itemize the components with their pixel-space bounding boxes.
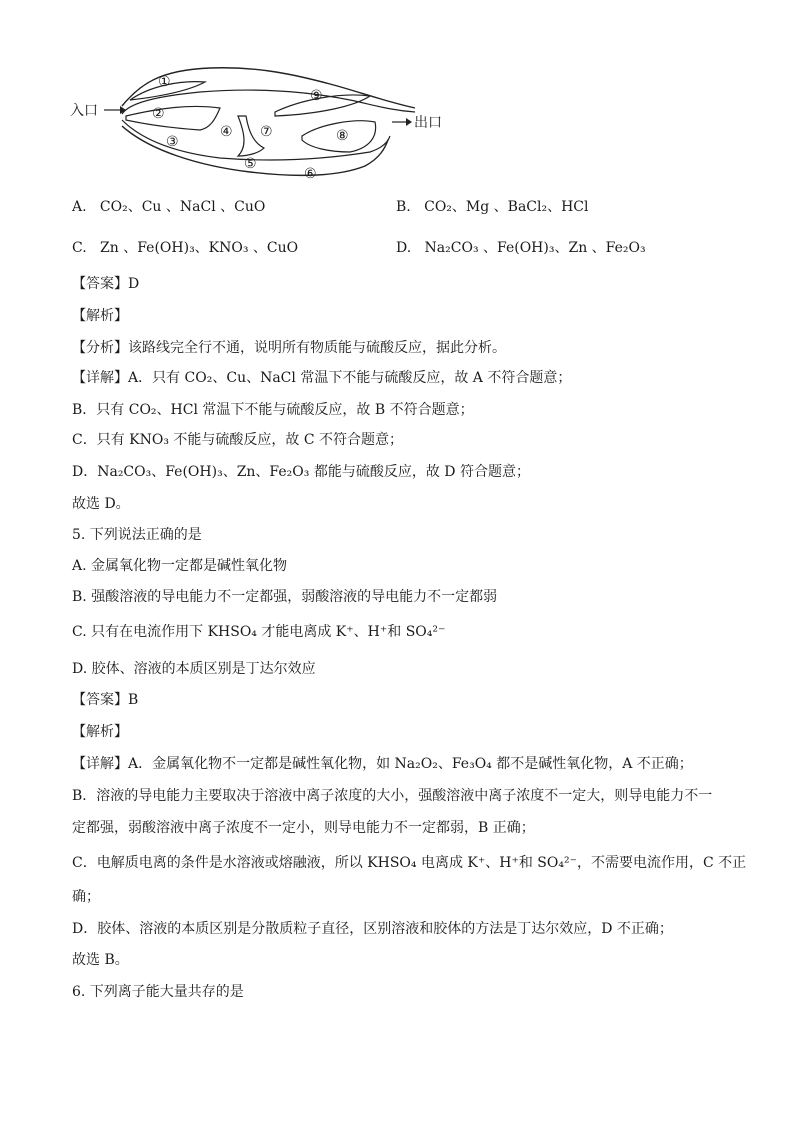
marker-8: ⑧ bbox=[336, 128, 349, 144]
q5-line-4: C．电解质电离的条件是水溶液或熔融液，所以 KHSO₄ 电离成 K⁺、H⁺和 SO₄²⁻，不需要电流作用，C 不正 bbox=[72, 855, 747, 871]
marker-9: ⑨ bbox=[310, 88, 323, 104]
q5-line-3: 定都强，弱酸溶液中离子浓度不一定小，则导电能力不一定都弱，B 正确； bbox=[72, 820, 535, 836]
marker-7: ⑦ bbox=[260, 124, 273, 140]
marker-3: ③ bbox=[166, 134, 179, 150]
inner-wall-top bbox=[122, 90, 415, 114]
exit-label: 出口 bbox=[414, 115, 442, 131]
entry-label: 入口 bbox=[70, 103, 98, 119]
q4-line-4: C．只有 KNO₃ 不能与硫酸反应，故 C 不符合题意； bbox=[72, 432, 404, 448]
q4-line-3: B．只有 CO₂、HCl 常温下不能与硫酸反应，故 B 不符合题意； bbox=[72, 402, 474, 418]
q4-option-c-text: Zn 、Fe(OH)₃、KNO₃ 、CuO bbox=[100, 240, 299, 256]
q4-option-a-label: A. bbox=[72, 199, 87, 215]
q4-option-c-label: C. bbox=[72, 240, 87, 256]
marker-6: ⑥ bbox=[304, 166, 317, 182]
marker-2: ② bbox=[152, 106, 165, 122]
q4-option-b-text: CO₂、Mg 、BaCl₂、HCl bbox=[424, 199, 589, 215]
q4-line-5: D．Na₂CO₃、Fe(OH)₃、Zn、Fe₂O₃ 都能与硫酸反应，故 D 符合题意； bbox=[72, 464, 530, 480]
q4-option-d-text: Na₂CO₃ 、Fe(OH)₃、Zn 、Fe₂O₃ bbox=[424, 240, 646, 256]
q5-line-1: 【详解】A．金属氧化物不一定都是碱性氧化物，如 Na₂O₂、Fe₃O₄ 都不是碱性氧化物，A 不正确； bbox=[72, 756, 693, 772]
q4-option-b-label: B. bbox=[396, 199, 411, 215]
marker-5: ⑤ bbox=[244, 156, 257, 172]
q5-line-2: B．溶液的导电能力主要取决于溶液中离子浓度的大小，强酸溶液中离子浓度不一定大，则导电能力不一 bbox=[72, 788, 713, 804]
q5-line-7: 故选 B。 bbox=[72, 952, 129, 968]
exit-arrow-head bbox=[406, 118, 412, 126]
q4-option-b bbox=[396, 197, 589, 217]
q4-line-6: 故选 D。 bbox=[72, 496, 130, 512]
q4-analysis-header: 【解析】 bbox=[72, 308, 128, 324]
q4-option-d bbox=[396, 238, 646, 258]
q4-option-a bbox=[72, 197, 265, 217]
marker-4: ④ bbox=[220, 124, 233, 140]
q5-stem: 5. 下列说法正确的是 bbox=[72, 527, 202, 543]
q5-option-a: A. 金属氧化物一定都是碱性氧化物 bbox=[72, 558, 288, 574]
q5-line-5: 确； bbox=[72, 889, 100, 905]
q4-option-d-label: D. bbox=[396, 240, 412, 256]
q4-line-1: 【分析】该路线完全行不通，说明所有物质能与硫酸反应，据此分析。 bbox=[72, 340, 506, 356]
q5-line-6: D．胶体、溶液的本质区别是分散质粒子直径，区别溶液和胶体的方法是丁达尔效应，D 不正确； bbox=[72, 921, 673, 937]
q4-line-2: 【详解】A．只有 CO₂、Cu、NaCl 常温下不能与硫酸反应，故 A 不符合题意； bbox=[72, 370, 572, 386]
q5-option-c: C. 只有在电流作用下 KHSO₄ 才能电离成 K⁺、H⁺和 SO₄²⁻ bbox=[72, 624, 446, 640]
maze-svg bbox=[70, 56, 450, 186]
q4-option-c bbox=[72, 238, 298, 258]
q5-analysis-header: 【解析】 bbox=[72, 724, 128, 740]
q5-answer: 【答案】B bbox=[72, 692, 139, 708]
q5-option-b: B. 强酸溶液的导电能力不一定都强，弱酸溶液的导电能力不一定都弱 bbox=[72, 589, 498, 605]
marker-1: ① bbox=[158, 74, 171, 90]
q6-stem: 6. 下列离子能大量共存的是 bbox=[72, 984, 244, 1000]
maze-diagram bbox=[70, 56, 450, 186]
island-2 bbox=[126, 106, 220, 130]
q4-option-a-text: CO₂、Cu 、NaCl 、CuO bbox=[99, 199, 266, 215]
q5-option-d: D. 胶体、溶液的本质区别是丁达尔效应 bbox=[72, 661, 316, 677]
q4-answer: 【答案】D bbox=[72, 276, 140, 292]
